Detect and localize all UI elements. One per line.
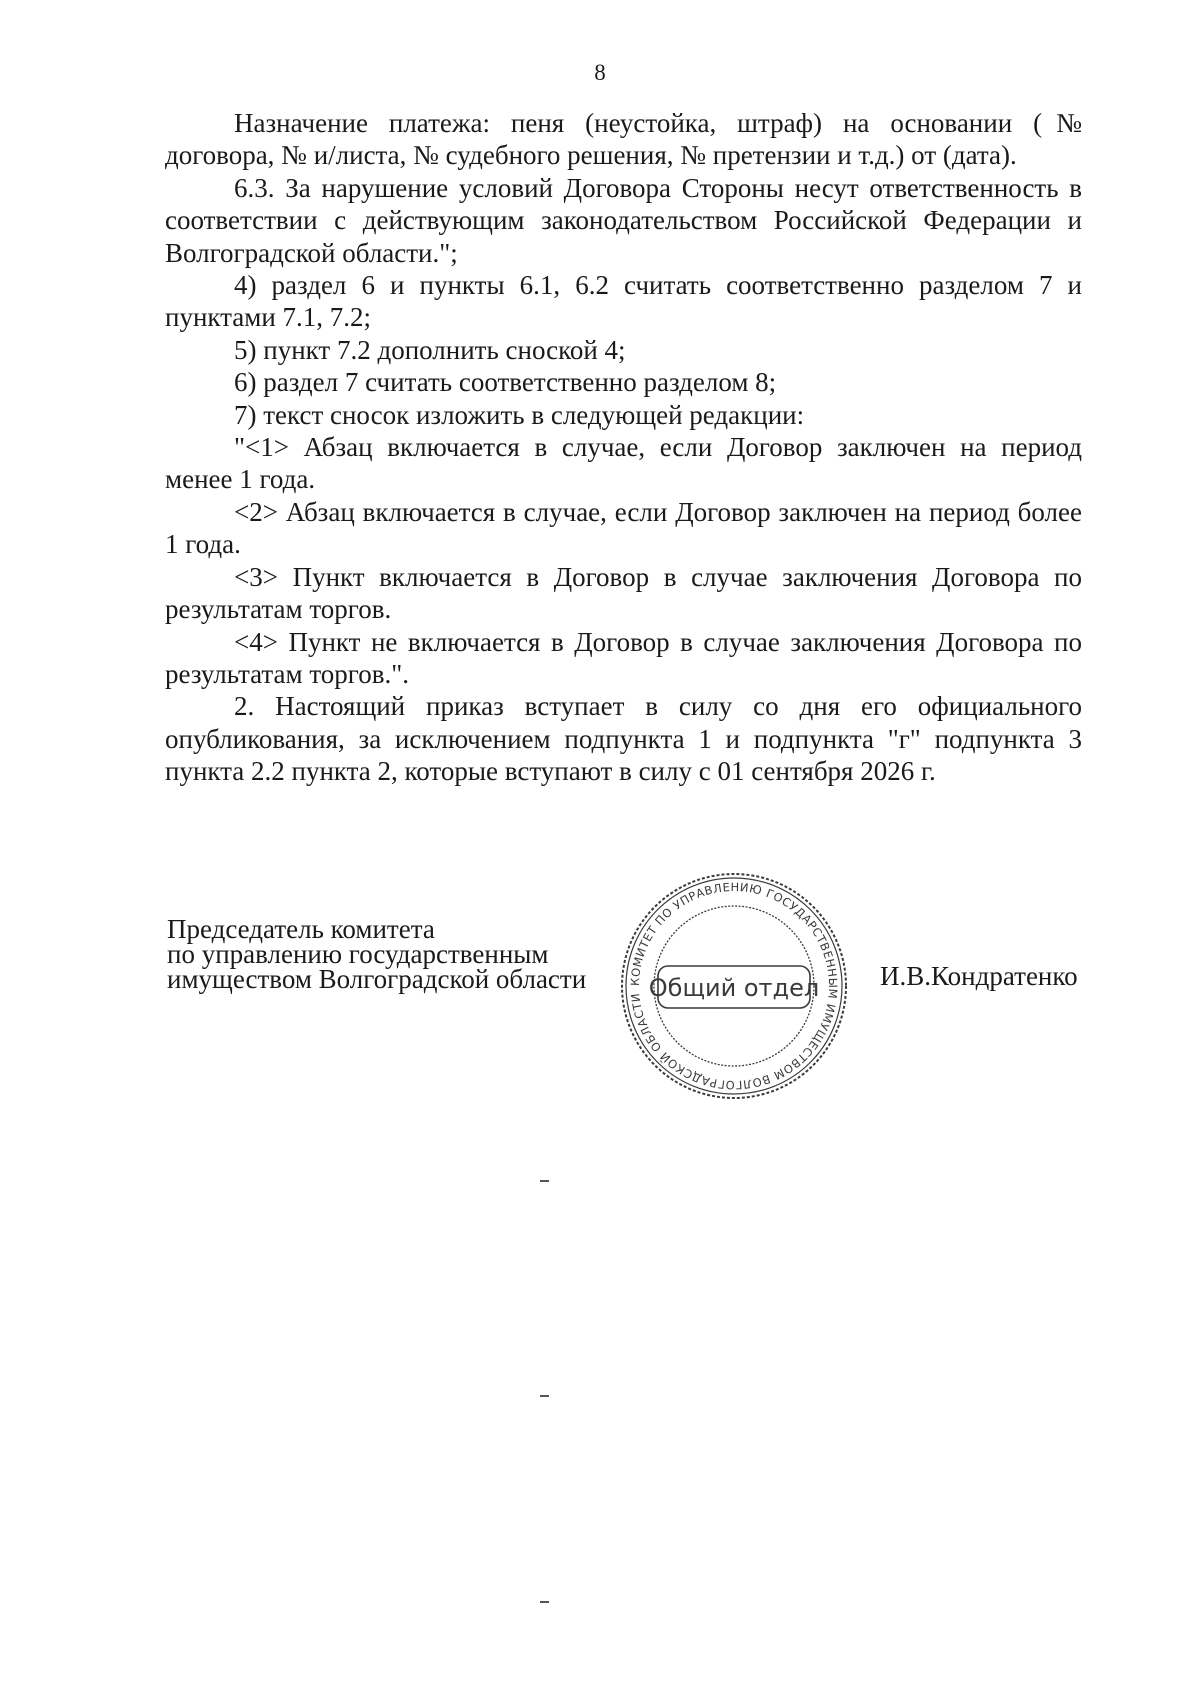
- paragraph-payment-purpose: Назначение платежа: пеня (неустойка, штраф) на основании (№ договора, № и/листа, № судебного решения, № претензии и т.д.) от (дата).: [165, 108, 1082, 171]
- stamp-center-text: Общий отдел: [648, 974, 820, 1002]
- paragraph-item-6: 6) раздел 7 считать соответственно разделом 8;: [234, 367, 777, 398]
- signatory-position: [167, 914, 587, 994]
- footnote-2: <2> Абзац включается в случае, если Договор заключен на период более 1 года.: [165, 496, 1082, 560]
- document-body: [165, 107, 1082, 788]
- official-stamp: [618, 870, 850, 1102]
- scan-artifact-mark: [540, 1395, 549, 1397]
- signatory-position-line: имуществом Волгоградской области: [167, 964, 587, 994]
- scan-artifact-mark: [540, 1601, 549, 1603]
- scan-artifact-mark: [540, 1180, 549, 1182]
- footnote-4: <4> Пункт не включается в Договор в случае заключения Договора по результатам торгов.".: [165, 626, 1082, 689]
- paragraph-item-5: 5) пункт 7.2 дополнить сноской 4;: [234, 334, 626, 365]
- paragraph-6-3: 6.3. За нарушение условий Договора Стороны несут ответственность в соответствии с действующим законодательством Российской Федерации и Волгоградской области.";: [165, 172, 1082, 268]
- footnote-3: <3> Пункт включается в Договор в случае заключения Договора по результатам торгов.: [165, 561, 1082, 625]
- paragraph-item-4: 4) раздел 6 и пункты 6.1, 6.2 считать соответственно разделом 7 и пунктами 7.1, 7.2;: [165, 270, 1082, 333]
- signatory-position-line: по управлению государственным: [167, 939, 549, 969]
- footnote-1: "<1> Абзац включается в случае, если Договор заключен на период менее 1 года.: [165, 432, 1082, 495]
- signatory-name: И.В.Кондратенко: [880, 961, 1078, 991]
- page-number: 8: [594, 60, 606, 85]
- paragraph-effective-date: 2. Настоящий приказ вступает в силу со дня его официального опубликования, за исключением подпункта 1 и подпункта "г" подпункта 3 пункта 2.2 пункта 2, которые вступают в силу с 01 сентября 2026 г.: [165, 691, 1082, 787]
- signatory-position-line: Председатель комитета: [167, 914, 435, 944]
- stamp-ring-text: КОМИТЕТ ПО УПРАВЛЕНИЮ ГОСУДАРСТВЕННЫМ ИМУЩЕСТВОМ ВОЛГОГРАДСКОЙ ОБЛАСТИ: [627, 879, 841, 1093]
- paragraph-item-7: 7) текст сносок изложить в следующей редакции:: [234, 399, 805, 430]
